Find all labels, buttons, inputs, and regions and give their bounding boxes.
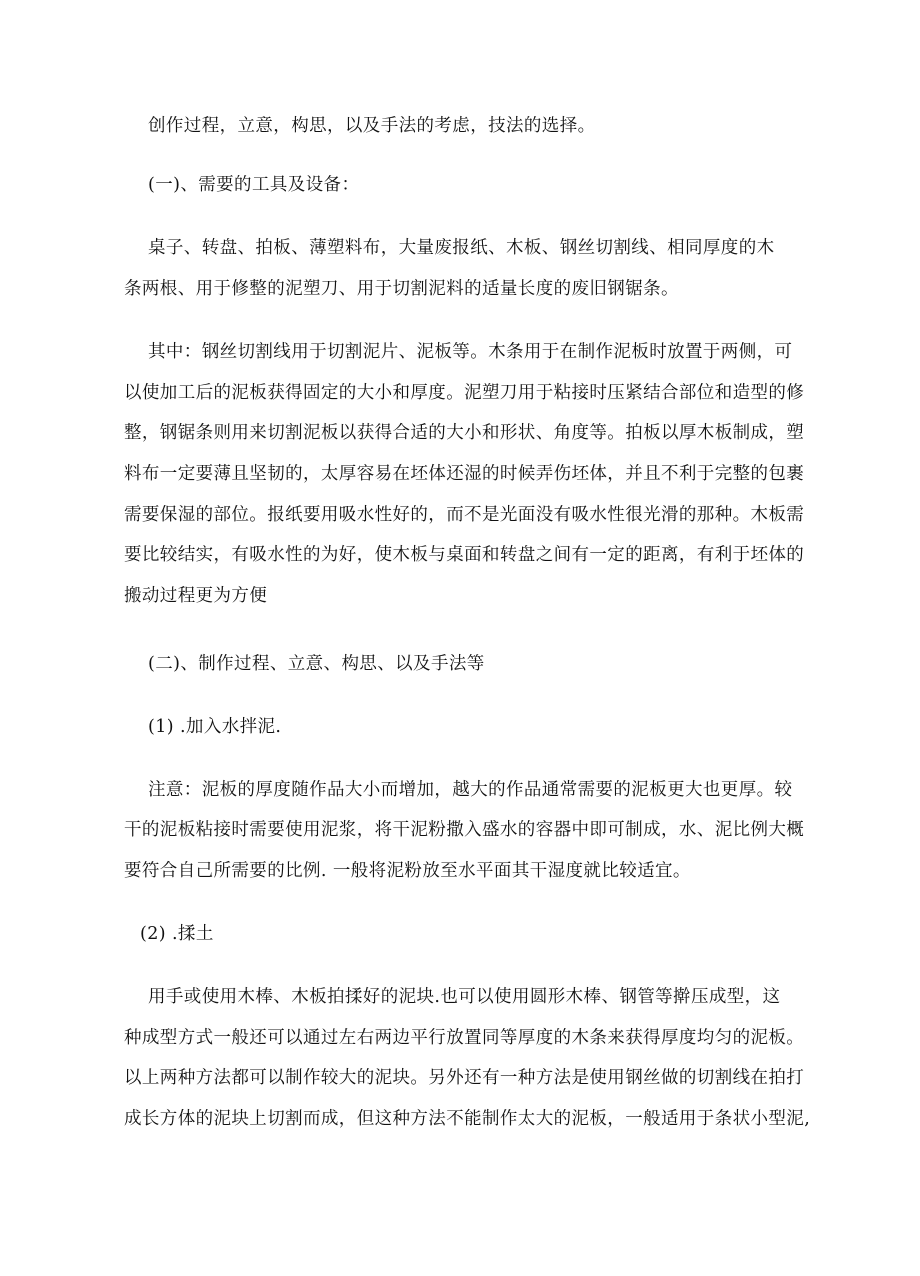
paragraph-line: 以使加工后的泥板获得固定的大小和厚度。泥塑刀用于粘接时压紧结合部位和造型的修 xyxy=(124,383,805,403)
paragraph-line: 注意：泥板的厚度随作品大小而增加，越大的作品通常需要的泥板更大也更厚。较 xyxy=(148,780,793,800)
paragraph-line: 用手或使用木棒、木板拍揉好的泥块.也可以使用圆形木棒、钢管等擀压成型，这 xyxy=(148,987,781,1007)
paragraph-line: 成长方体的泥块上切割而成，但这种方法不能制作太大的泥板，一般适用于条状小型泥, xyxy=(124,1109,811,1129)
paragraph-line: 条两根、用于修整的泥塑刀、用于切割泥料的适量长度的废旧钢锯条。 xyxy=(124,279,679,299)
paragraph-line: 其中：钢丝切割线用于切割泥片、泥板等。木条用于在制作泥板时放置于两侧，可 xyxy=(148,342,793,362)
section-two-heading: (二)、制作过程、立意、构思、以及手法等 xyxy=(148,654,485,674)
paragraph-line: 搬动过程更为方便 xyxy=(124,586,268,606)
paragraph-line: 要符合自己所需要的比例. 一般将泥粉放至水平面其干湿度就比较适宜。 xyxy=(124,861,691,881)
step-one-heading: (1) .加入水拌泥. xyxy=(148,717,282,737)
paragraph-line: 桌子、转盘、拍板、薄塑料布，大量废报纸、木板、钢丝切割线、相同厚度的木 xyxy=(148,238,775,258)
intro-line: 创作过程，立意，构思，以及手法的考虑，技法的选择。 xyxy=(148,116,596,136)
paragraph-line: 需要保湿的部位。报纸要用吸水性好的，而不是光面没有吸水性很光滑的那种。木板需 xyxy=(124,505,805,525)
paragraph-line: 以上两种方法都可以制作较大的泥块。另外还有一种方法是使用钢丝做的切割线在拍打 xyxy=(124,1068,805,1088)
paragraph-line: 整，钢锯条则用来切割泥板以获得合适的大小和形状、角度等。拍板以厚木板制成，塑 xyxy=(124,423,805,443)
section-one-heading: (一)、需要的工具及设备： xyxy=(148,175,360,195)
paragraph-line: 料布一定要薄且坚韧的，太厚容易在坯体还湿的时候弄伤坯体，并且不利于完整的包裹 xyxy=(124,464,805,484)
paragraph-line: 干的泥板粘接时需要使用泥浆，将干泥粉撒入盛水的容器中即可制成，水、泥比例大概 xyxy=(124,820,805,840)
paragraph-line: 种成型方式一般还可以通过左右两边平行放置同等厚度的木条来获得厚度均匀的泥板。 xyxy=(124,1028,805,1048)
paragraph-line: 要比较结实，有吸水性的为好，使木板与桌面和转盘之间有一定的距离，有利于坯体的 xyxy=(124,545,805,565)
step-two-heading: (2) .揉土 xyxy=(140,924,214,944)
